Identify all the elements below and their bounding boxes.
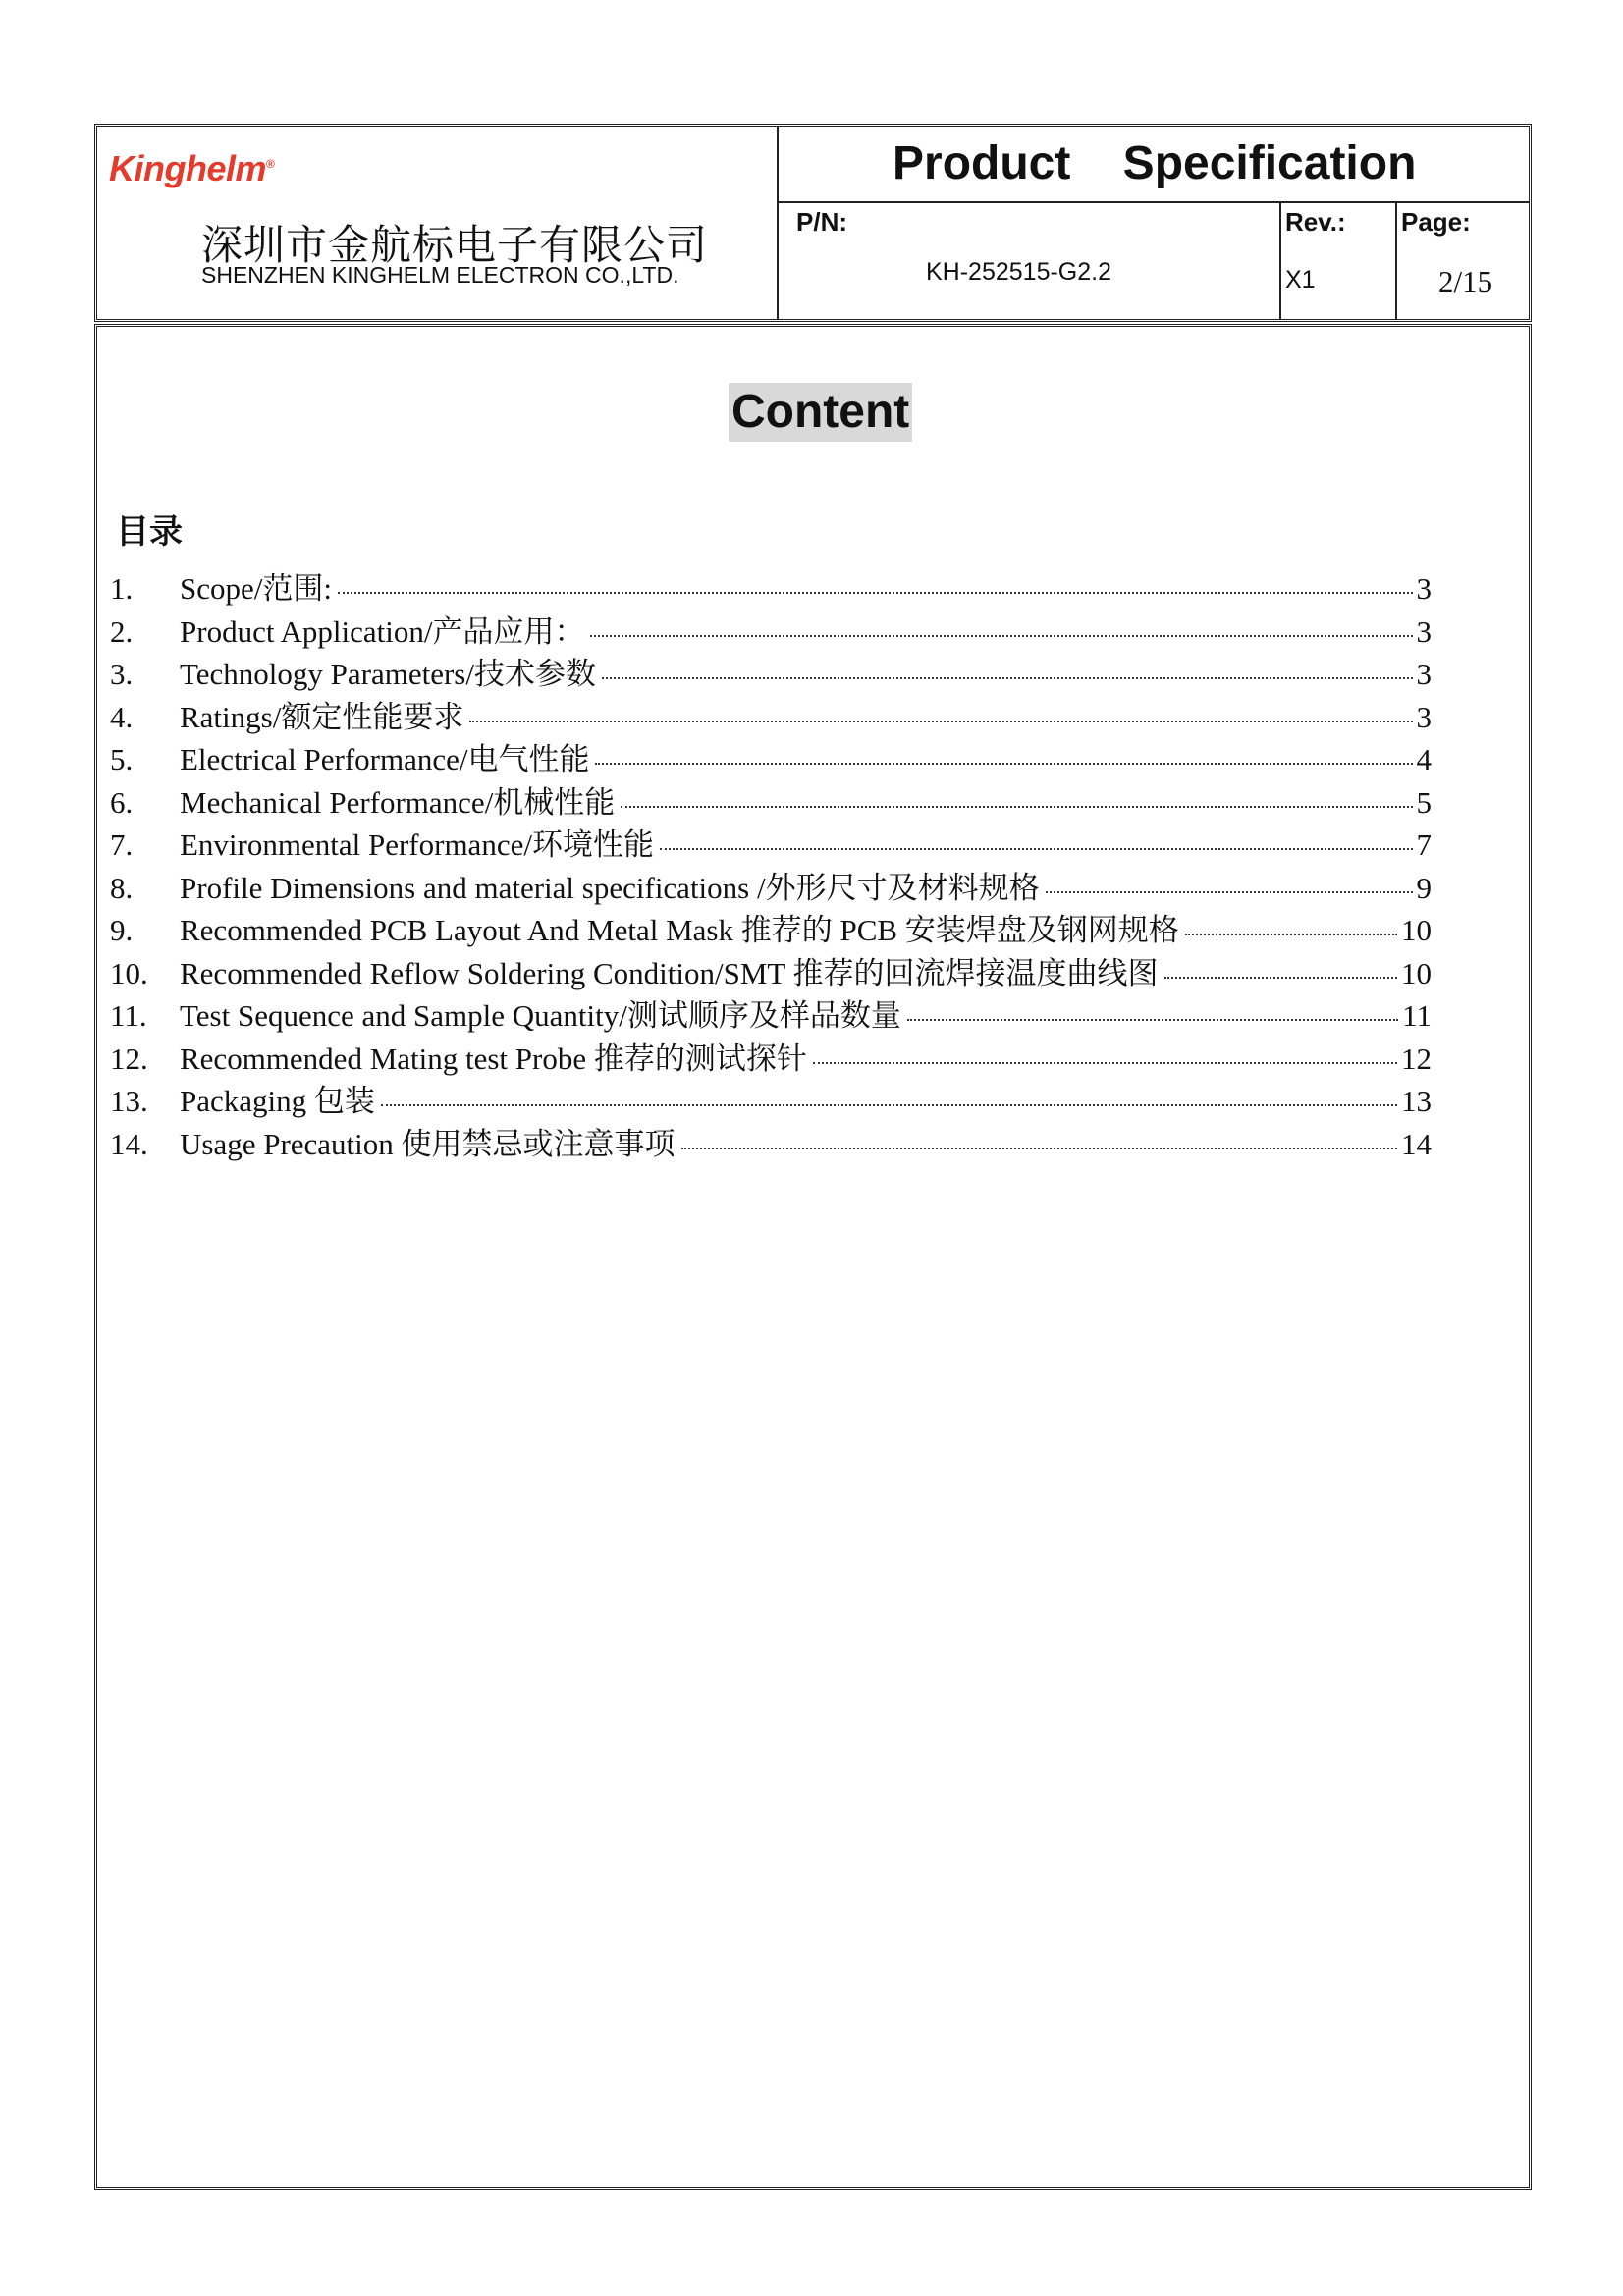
revision-cell bbox=[1281, 203, 1397, 319]
toc-dot-leader bbox=[595, 763, 1412, 765]
toc-entry[interactable] bbox=[110, 863, 1432, 906]
toc-entry-title: Test Sequence and Sample Quantity/测试顺序及样品数量 bbox=[180, 998, 901, 1033]
toc-entry-title: Usage Precaution 使用禁忌或注意事项 bbox=[180, 1126, 676, 1161]
toc-entry-page: 13 bbox=[1401, 1084, 1432, 1118]
toc-entry-number: 1. bbox=[110, 571, 134, 606]
toc-entry[interactable] bbox=[110, 1076, 1432, 1119]
company-name-cn: 深圳市金航标电子有限公司 bbox=[201, 221, 709, 269]
toc-entry-title: Recommended Reflow Soldering Condition/SMT 推荐的回流焊接温度曲线图 bbox=[180, 955, 1159, 990]
part-number-value: KH-252515-G2.2 bbox=[926, 258, 1112, 286]
toc-entry[interactable] bbox=[110, 734, 1432, 777]
toc-entry-title: Mechanical Performance/机械性能 bbox=[180, 784, 616, 820]
toc-dot-leader bbox=[469, 721, 1412, 722]
toc-entry-page: 4 bbox=[1416, 742, 1432, 776]
page-label: Page: bbox=[1401, 207, 1471, 237]
revision-label: Rev.: bbox=[1285, 207, 1346, 237]
toc-entry[interactable] bbox=[110, 607, 1432, 650]
toc-entry-number: 2. bbox=[110, 614, 134, 649]
toc-dot-leader bbox=[907, 1019, 1398, 1021]
toc-entry-title: Electrical Performance/电气性能 bbox=[180, 742, 590, 776]
toc-dot-leader bbox=[338, 592, 1413, 594]
toc-entry-title: Environmental Performance/环境性能 bbox=[180, 828, 654, 862]
toc-dot-leader bbox=[381, 1104, 1397, 1106]
toc-dot-leader bbox=[681, 1148, 1397, 1149]
toc-entry-page: 10 bbox=[1401, 955, 1432, 990]
toc-entry[interactable] bbox=[110, 649, 1432, 692]
toc-entry[interactable] bbox=[110, 1034, 1432, 1077]
toc-entry-number: 5. bbox=[110, 742, 134, 776]
toc-entry-number: 11. bbox=[110, 998, 147, 1033]
revision-value: X1 bbox=[1285, 266, 1316, 294]
toc-entry-title: Technology Parameters/技术参数 bbox=[180, 657, 596, 691]
toc-entry[interactable] bbox=[110, 820, 1432, 863]
toc-entry-number: 9. bbox=[110, 913, 134, 947]
toc-entry[interactable] bbox=[110, 563, 1432, 607]
toc-dot-leader bbox=[813, 1062, 1397, 1064]
toc-entry-number: 4. bbox=[110, 699, 134, 734]
table-of-contents bbox=[110, 563, 1432, 1161]
toc-entry-number: 6. bbox=[110, 784, 134, 820]
toc-entry-title: Recommended PCB Layout And Metal Mask 推荐的 PCB 安装焊盘及钢网规格 bbox=[180, 913, 1179, 947]
toc-dot-leader bbox=[1164, 977, 1397, 979]
page-number: 2/15 bbox=[1438, 264, 1493, 298]
toc-entry-page: 14 bbox=[1401, 1126, 1432, 1161]
document-header bbox=[94, 124, 1532, 322]
part-number-cell bbox=[779, 203, 1281, 319]
toc-entry-number: 3. bbox=[110, 657, 134, 691]
company-logo: Kinghelm® bbox=[109, 148, 275, 188]
toc-entry-page: 9 bbox=[1416, 870, 1432, 905]
toc-dot-leader bbox=[1185, 934, 1397, 935]
title-row bbox=[779, 127, 1529, 203]
toc-entry-page: 5 bbox=[1416, 784, 1432, 820]
toc-entry[interactable] bbox=[110, 948, 1432, 991]
toc-entry[interactable] bbox=[110, 905, 1432, 948]
toc-entry[interactable] bbox=[110, 1119, 1432, 1162]
toc-dot-leader bbox=[660, 848, 1413, 850]
toc-dot-leader bbox=[621, 806, 1412, 808]
document-title: Product Specification bbox=[893, 137, 1417, 189]
toc-entry-number: 12. bbox=[110, 1041, 148, 1076]
toc-entry-number: 8. bbox=[110, 870, 134, 905]
toc-heading-cn: 目录 bbox=[116, 512, 183, 552]
toc-entry[interactable] bbox=[110, 990, 1432, 1034]
toc-entry[interactable] bbox=[110, 692, 1432, 735]
toc-entry-number: 10. bbox=[110, 955, 148, 990]
content-heading: Content bbox=[729, 383, 912, 442]
company-block bbox=[97, 127, 779, 319]
toc-entry-title: Product Application/产品应用： bbox=[180, 614, 585, 649]
toc-dot-leader bbox=[590, 635, 1412, 637]
toc-entry-title: Packaging 包装 bbox=[180, 1084, 375, 1118]
toc-entry[interactable] bbox=[110, 777, 1432, 821]
toc-entry-page: 10 bbox=[1401, 913, 1432, 947]
page-cell bbox=[1397, 203, 1529, 319]
spec-info-block bbox=[779, 127, 1529, 319]
toc-entry-page: 11 bbox=[1402, 998, 1432, 1033]
toc-entry-title: Ratings/额定性能要求 bbox=[180, 699, 464, 734]
toc-entry-number: 13. bbox=[110, 1084, 148, 1118]
toc-entry-page: 3 bbox=[1416, 657, 1432, 691]
toc-entry-title: Profile Dimensions and material specifications /外形尺寸及材料规格 bbox=[180, 870, 1040, 905]
toc-entry-number: 14. bbox=[110, 1126, 148, 1161]
toc-entry-page: 12 bbox=[1401, 1041, 1432, 1076]
company-name-en: SHENZHEN KINGHELM ELECTRON CO.,LTD. bbox=[201, 262, 679, 288]
part-number-label: P/N: bbox=[796, 207, 847, 237]
toc-entry-page: 3 bbox=[1416, 699, 1432, 734]
toc-entry-title: Recommended Mating test Probe 推荐的测试探针 bbox=[180, 1041, 807, 1076]
toc-entry-page: 3 bbox=[1416, 571, 1432, 606]
toc-entry-title: Scope/范围: bbox=[180, 571, 332, 606]
toc-entry-number: 7. bbox=[110, 828, 134, 862]
toc-dot-leader bbox=[602, 677, 1413, 679]
toc-dot-leader bbox=[1046, 891, 1413, 893]
toc-entry-page: 7 bbox=[1416, 828, 1432, 862]
toc-entry-page: 3 bbox=[1416, 614, 1432, 649]
